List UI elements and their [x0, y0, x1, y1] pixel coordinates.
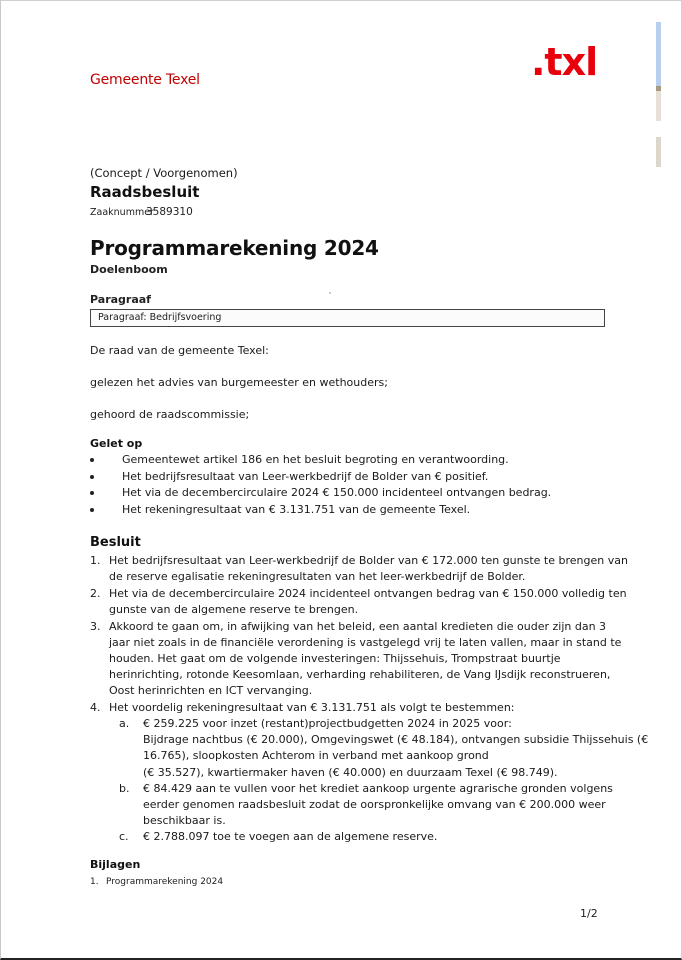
list-item-text: Het via de decembercirculaire 2024 € 150.000 incidenteel ontvangen bedrag.	[122, 486, 552, 499]
sub-item-text-line: eerder genomen raadsbesluit zodat de oorspronkelijke omvang van € 200.000 weer	[143, 798, 606, 812]
bullet-icon	[90, 475, 94, 479]
sub-item-text-line: (€ 35.527), kwartiermaker haven (€ 40.000) en duurzaam Texel (€ 98.749).	[143, 765, 558, 779]
document-status: (Concept / Voorgenomen)	[90, 166, 238, 180]
decision-text-line: gunste van de algemene reserve te brengen.	[109, 603, 359, 616]
gelet-op-list	[90, 453, 610, 519]
decision-sub-list	[109, 716, 649, 846]
decision-item	[90, 619, 622, 699]
besluit-list	[90, 553, 649, 847]
list-item-text: Gemeentewet artikel 186 en het besluit begroting en verantwoording.	[122, 453, 509, 466]
attachment-item[interactable]	[90, 877, 223, 887]
intro-line: gehoord de raadscommissie;	[90, 408, 250, 421]
decision-number: 1.	[90, 554, 101, 567]
sub-item-letter: a.	[119, 717, 130, 730]
decision-number: 3.	[90, 620, 101, 633]
sub-item-letter: c.	[119, 830, 129, 844]
decision-number: 2.	[90, 587, 101, 600]
decision-item	[90, 553, 628, 585]
decision-text-line: Akkoord te gaan om, in afwijking van het beleid, een aantal kredieten die ouder zijn dan 3	[109, 620, 607, 633]
decision-number: 4.	[90, 701, 101, 714]
attachment-label[interactable]: Programmarekening 2024	[106, 877, 224, 887]
list-item-text: Het bedrijfsresultaat van Leer-werkbedrijf de Bolder van € positief.	[122, 469, 489, 483]
sub-item-text-line: € 259.225 voor inzet (restant)projectbudgetten 2024 in 2025 voor:	[143, 717, 512, 730]
page-title: Programmarekening 2024	[90, 236, 379, 260]
texel-logo: .txl	[531, 40, 598, 84]
gelet-op-heading: Gelet op	[90, 437, 143, 450]
page-indicator: 1/2	[580, 907, 598, 920]
decision-sub-item	[119, 829, 610, 845]
list-item	[90, 503, 610, 520]
besluit-heading: Besluit	[90, 535, 141, 550]
bullet-icon	[90, 508, 94, 512]
list-item	[90, 486, 610, 503]
bullet-icon	[90, 458, 94, 462]
section-value-box: Paragraaf: Bedrijfsvoering	[90, 309, 605, 327]
list-item-text: Het rekeningresultaat van € 3.131.751 van de gemeente Texel.	[122, 502, 471, 516]
side-thumbnail-strip	[656, 22, 661, 167]
sub-item-text-line: € 84.429 aan te vullen voor het krediet aankoop urgente agrarische gronden volgens	[143, 781, 613, 795]
section-label: Paragraaf	[90, 293, 151, 306]
document-type: Raadsbesluit	[90, 183, 200, 201]
sub-item-text-line: € 2.788.097 toe te voegen aan de algemene reserve.	[143, 830, 438, 844]
decision-text-line: Het via de decembercirculaire 2024 incidenteel ontvangen bedrag van € 150.000 volledig ten	[109, 587, 627, 600]
strip-segment	[656, 91, 661, 121]
decision-text-line: Het bedrijfsresultaat van Leer-werkbedrijf de Bolder van € 172.000 ten gunste te brengen van	[109, 554, 628, 567]
intro-line: De raad van de gemeente Texel:	[90, 344, 269, 357]
decision-text-line: de reserve egalisatie rekeningresultaten van het leer-werkbedrijf de Bolder.	[109, 570, 526, 583]
bijlagen-heading: Bijlagen	[90, 858, 141, 871]
decision-text-line: Het voordelig rekeningresultaat van € 3.131.751 als volgt te bestemmen:	[109, 701, 515, 714]
page-subtitle: Doelenboom	[90, 263, 168, 276]
case-number-label: Zaaknummer	[90, 207, 154, 218]
intro-line: gelezen het advies van burgemeester en wethouders;	[90, 376, 388, 389]
sub-item-text-line: 16.765), sloopkosten Achterom in verband met aankoop grond	[143, 749, 489, 763]
sub-item-text-line: Bijdrage nachtbus (€ 20.000), Omgevingswet (€ 48.184), ontvangen subsidie Thijssehuis (€	[143, 733, 649, 747]
decision-item	[90, 700, 649, 846]
decision-sub-item	[119, 781, 613, 830]
organization-name: Gemeente Texel	[90, 72, 200, 88]
sub-item-letter: b.	[119, 781, 130, 795]
decision-text-line: jaar niet zoals in de financiële verordening is vastgelegd vrij te laten vallen, maar in stand te	[109, 636, 622, 649]
decision-sub-item	[119, 716, 649, 781]
sub-item-text-line: beschikbaar is.	[143, 814, 226, 828]
decision-item	[90, 586, 627, 618]
bullet-icon	[90, 491, 94, 495]
decision-text-line: houden. Het gaat om de volgende investeringen: Thijssehuis, Trompstraat buurtje	[109, 652, 561, 665]
decision-text-line: herinrichting, rotonde Keesomlaan, verharding rehabiliteren, de Vang IJsdijk reconstrueren,	[109, 668, 611, 681]
strip-segment	[656, 137, 661, 167]
list-item	[90, 453, 610, 470]
strip-segment	[656, 22, 661, 86]
list-item	[90, 470, 610, 487]
stray-mark: '	[329, 291, 331, 299]
decision-text-line: Oost herinrichten en ICT vervanging.	[109, 684, 313, 697]
attachment-number: 1.	[90, 877, 99, 887]
case-number-value: 3589310	[146, 206, 193, 218]
